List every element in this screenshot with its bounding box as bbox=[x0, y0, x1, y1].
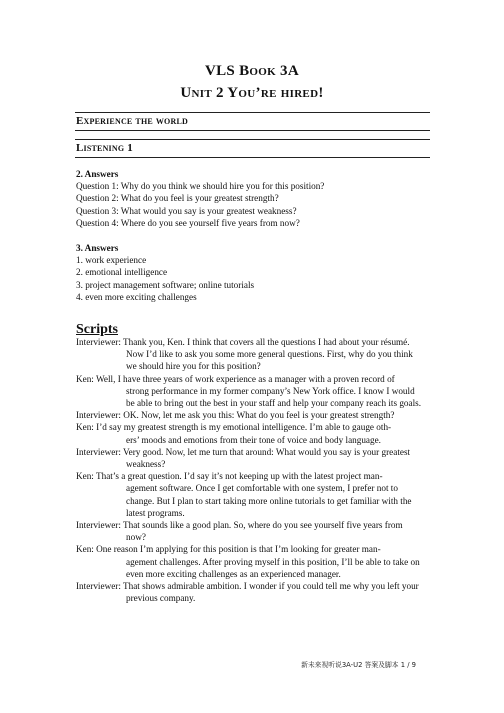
section-heading-listening: Listening 1 bbox=[76, 142, 133, 154]
script-continuation-line: Now I’d like to ask you some more general questions. First, why do you think bbox=[126, 349, 413, 360]
answers-2-block bbox=[76, 168, 324, 229]
section-heading-experience: Experience the world bbox=[76, 115, 188, 127]
page-footer: 新未来视听说3A-U2 答案及脚本 1 / 9 bbox=[301, 661, 416, 669]
scripts-heading: Scripts bbox=[76, 322, 118, 337]
script-speaker-line: Interviewer: Very good. Now, let me turn that around: What would you say is your greatest bbox=[76, 446, 411, 457]
script-continuation-line: be able to bring out the best in your staff and help your company reach its goals. bbox=[126, 398, 422, 409]
script-continuation-line: agement challenges. After proving myself in this position, I’ll be able to take on bbox=[126, 556, 420, 567]
script-speaker-line: Ken: That’s a great question. I’d say it’s not keeping up with the latest project man- bbox=[76, 471, 383, 482]
answer-line: 3. project management software; online tutorials bbox=[76, 279, 255, 290]
script-speaker-line: Interviewer: That sounds like a good plan. So, where do you see yourself five years from bbox=[76, 520, 403, 531]
divider bbox=[75, 157, 430, 158]
script-speaker-line: Ken: One reason I’m applying for this position is that I’m looking for greater man- bbox=[76, 544, 381, 555]
script-continuation-line: even more exciting challenges as an experienced manager. bbox=[126, 568, 341, 579]
script-speaker-line: Interviewer: OK. Now, let me ask you this: What do you feel is your greatest strength? bbox=[76, 410, 395, 421]
script-continuation-line: now? bbox=[126, 532, 146, 543]
script-speaker-line: Ken: I’d say my greatest strength is my emotional intelligence. I’m able to gauge oth- bbox=[76, 422, 392, 433]
unit-title: Unit 2 You’re hired! bbox=[180, 85, 324, 101]
script-continuation-line: latest programs. bbox=[126, 507, 185, 518]
script-continuation-line: strong performance in my former company’s New York office. I know I would bbox=[126, 385, 415, 396]
answers-3-heading: 3. Answers bbox=[76, 243, 119, 253]
answer-line: 4. even more exciting challenges bbox=[76, 291, 197, 302]
answer-line: Question 1: Why do you think we should hire you for this position? bbox=[76, 181, 325, 192]
divider-top bbox=[75, 112, 430, 113]
script-speaker-line: Interviewer: Thank you, Ken. I think that covers all the questions I had about your résumé. bbox=[76, 337, 410, 347]
answer-line: Question 4: Where do you see yourself five years from now? bbox=[76, 217, 300, 228]
script-continuation-line: weakness? bbox=[126, 459, 166, 470]
script-continuation-line: ers’ moods and emotions from their tone of voice and body language. bbox=[126, 434, 381, 445]
script-continuation-line: change. But I plan to start taking more online tutorials to get familiar with the bbox=[126, 495, 412, 506]
script-body bbox=[76, 336, 436, 604]
answers-3-block bbox=[76, 242, 254, 303]
document-title: VLS Book 3A bbox=[205, 63, 299, 79]
answer-line: Question 3: What would you say is your greatest weakness? bbox=[76, 205, 297, 216]
divider bbox=[75, 130, 430, 131]
script-continuation-line: previous company. bbox=[126, 593, 196, 604]
answer-line: Question 2: What do you feel is your greatest strength? bbox=[76, 193, 279, 204]
answer-line: 2. emotional intelligence bbox=[76, 267, 168, 278]
script-speaker-line: Interviewer: That shows admirable ambition. I wonder if you could tell me why you left your bbox=[76, 581, 419, 592]
divider bbox=[75, 139, 430, 140]
script-continuation-line: we should hire you for this position? bbox=[126, 361, 261, 372]
script-continuation-line: agement software. Once I get comfortable with one system, I prefer not to bbox=[126, 483, 398, 494]
answer-line: 1. work experience bbox=[76, 255, 147, 266]
answers-2-heading: 2. Answers bbox=[76, 169, 119, 179]
script-speaker-line: Ken: Well, I have three years of work experience as a manager with a proven record of bbox=[76, 373, 395, 384]
